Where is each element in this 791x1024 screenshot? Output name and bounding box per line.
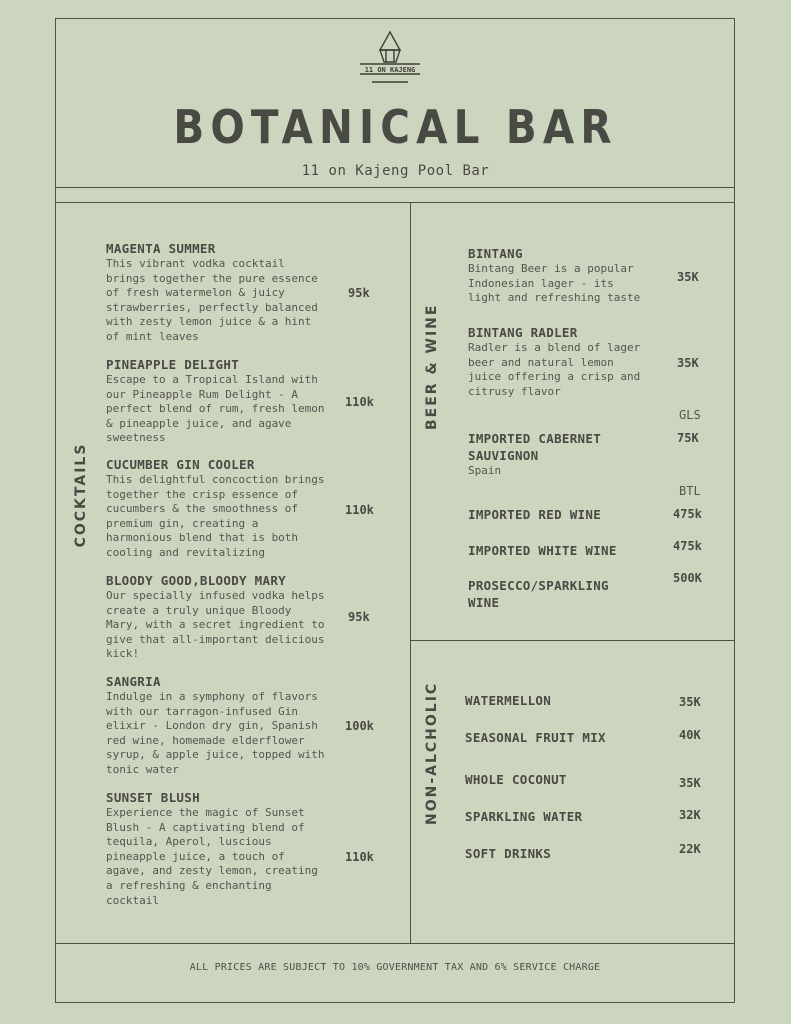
item-description: This vibrant vodka cocktail brings together the pure essence of fresh watermelon & juicy strawberries, perfectly balanced with zesty lemon juice & a hint of mint leaves xyxy=(106,257,318,343)
item-name: BLOODY GOOD,BLOODY MARY xyxy=(106,573,286,588)
item-name: SOFT DRINKS xyxy=(465,846,552,861)
section-label-non-alcoholic: NON-ALCHOLIC xyxy=(424,681,440,825)
item-description: Experience the magic of Sunset Blush - A captivating blend of tequila, Aperol, luscious pineapple juice, a touch of agave, and zesty lemon, creating a refreshing & enchanting cocktail xyxy=(106,806,318,907)
menu-item xyxy=(468,506,648,523)
menu-item xyxy=(106,789,326,908)
item-name: WATERMELLON xyxy=(465,693,552,708)
item-name: IMPORTED RED WINE xyxy=(468,507,602,522)
item-description: This delightful concoction brings together the crisp essence of cucumbers & the smoothness of premium gin, creating a harmonious blend that is both cooling and revitalizing xyxy=(106,473,325,559)
item-price: 475k xyxy=(673,507,702,521)
column-divider xyxy=(410,203,411,944)
bar-logo xyxy=(356,28,424,90)
item-description: Spain xyxy=(468,464,502,477)
item-name: SANGRIA xyxy=(106,674,161,689)
item-name: BINTANG RADLER xyxy=(468,325,578,340)
item-name: BINTANG xyxy=(468,246,523,261)
menu-item xyxy=(468,577,628,611)
logo-text: 11 ON KAJENG xyxy=(364,66,416,74)
item-name: IMPORTED WHITE WINE xyxy=(468,543,617,558)
item-price: 110k xyxy=(345,503,374,517)
item-name: SUNSET BLUSH xyxy=(106,790,200,805)
item-price: 95k xyxy=(348,610,370,624)
header-divider-top xyxy=(55,187,735,188)
right-column-divider xyxy=(410,640,735,641)
item-price: 475k xyxy=(673,539,702,553)
menu-item xyxy=(106,456,326,561)
item-description: Escape to a Tropical Island with our Pineapple Rum Delight - A perfect blend of rum, fresh lemon & pineapple juice, and agave sweetness xyxy=(106,373,325,445)
item-description: Radler is a blend of lager beer and natural lemon juice offering a crisp and citrusy flavor xyxy=(468,341,641,398)
item-price: 75K xyxy=(677,431,699,445)
item-name: MAGENTA SUMMER xyxy=(106,241,216,256)
item-price: 110k xyxy=(345,395,374,409)
item-price: 32K xyxy=(679,808,701,822)
menu-item xyxy=(106,356,326,446)
item-price: 35K xyxy=(677,270,699,284)
menu-item xyxy=(106,240,326,345)
item-name: SPARKLING WATER xyxy=(465,809,583,824)
unit-bottle-label: BTL xyxy=(679,484,701,498)
item-description: Indulge in a symphony of flavors with our tarragon-infused Gin elixir - London dry gin, Spanish red wine, homemade elderflower syrup, & apple juice, topped with tonic water xyxy=(106,690,325,776)
page-subtitle: 11 on Kajeng Pool Bar xyxy=(301,163,490,179)
item-name: WHOLE COCONUT xyxy=(465,772,567,787)
item-price: 110k xyxy=(345,850,374,864)
menu-item xyxy=(468,324,648,399)
item-price: 35K xyxy=(679,695,701,709)
item-description: Bintang Beer is a popular Indonesian lager - its light and refreshing taste xyxy=(468,262,641,305)
menu-item xyxy=(468,430,648,479)
item-price: 40K xyxy=(679,728,701,742)
menu-item xyxy=(465,771,665,788)
menu-item xyxy=(465,845,665,862)
item-price: 35K xyxy=(677,356,699,370)
menu-item xyxy=(468,542,648,559)
unit-glass-label: GLS xyxy=(679,408,701,422)
item-price: 500K xyxy=(673,571,702,585)
tax-service-note: ALL PRICES ARE SUBJECT TO 10% GOVERNMENT TAX AND 6% SERVICE CHARGE xyxy=(189,962,601,973)
menu-item xyxy=(106,673,326,778)
menu-item xyxy=(465,729,665,746)
item-description: Our specially infused vodka helps create a truly unique Bloody Mary, with a secret ingredient to give that all-important delicious kick! xyxy=(106,589,325,661)
page-title: BOTANICAL BAR xyxy=(173,100,618,154)
section-label-cocktails: COCKTAILS xyxy=(73,442,89,548)
item-price: 22K xyxy=(679,842,701,856)
header-divider-bottom xyxy=(55,202,735,203)
item-name: SEASONAL FRUIT MIX xyxy=(465,730,606,745)
section-label-beer-wine: BEER & WINE xyxy=(424,303,440,430)
footer-divider xyxy=(55,943,735,944)
menu-item xyxy=(465,808,665,825)
menu-item xyxy=(106,572,326,662)
item-name: PROSECCO/SPARKLING WINE xyxy=(468,578,609,610)
item-name: IMPORTED CABERNET SAUVIGNON xyxy=(468,431,602,463)
item-price: 100k xyxy=(345,719,374,733)
menu-item xyxy=(468,245,648,306)
menu-item xyxy=(465,692,665,709)
item-name: CUCUMBER GIN COOLER xyxy=(106,457,255,472)
item-price: 35K xyxy=(679,776,701,790)
item-name: PINEAPPLE DELIGHT xyxy=(106,357,240,372)
item-price: 95k xyxy=(348,286,370,300)
